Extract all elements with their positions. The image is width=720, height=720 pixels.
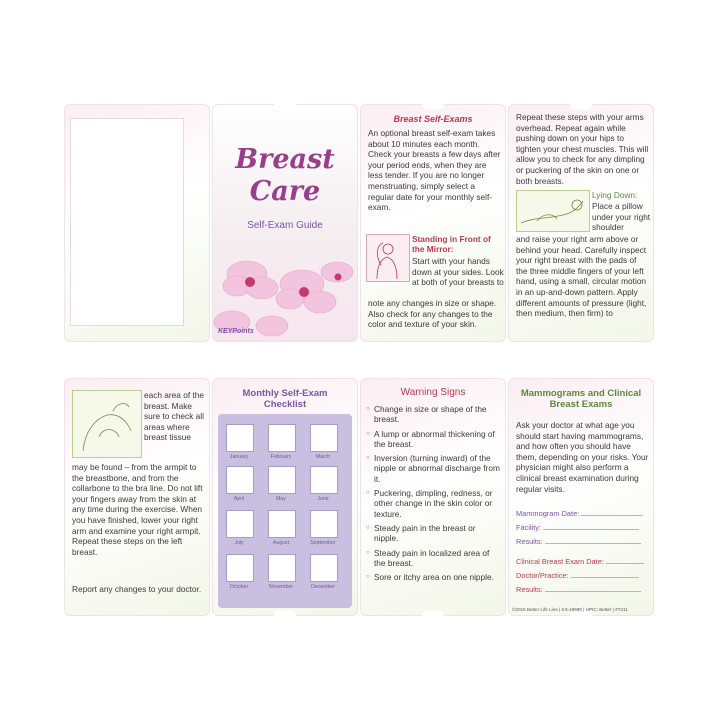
month-label: November	[269, 584, 293, 590]
field-label: Results:	[516, 585, 543, 594]
mirror-text-full: note any changes in size or shape. Also check for any changes to the color and texture of your skin.	[368, 298, 497, 330]
cover-title-care: Care	[249, 176, 321, 207]
continue-text-full: may be found – from the armpit to the breastbone, and from the collarbone to the bra line. Do not lift your fingers away from the skin at any time during the exercise. When you have finished, lower your right arm and examine your right armpit. Repeat these steps on the left breast.	[72, 462, 203, 557]
cover-panel	[212, 104, 358, 342]
mammogram-date-field[interactable]	[516, 508, 643, 518]
field-label: Results:	[516, 537, 543, 546]
facility-field[interactable]	[516, 522, 639, 532]
warning-item: ○ Inversion (turning inward) of the nipple or abnormal discharge from it.	[366, 453, 502, 484]
warning-signs-panel	[360, 378, 506, 616]
warning-list	[366, 404, 502, 586]
repeat-text: Repeat these steps with your arms overhead. Repeat again while pushing down on your hips to tighten your chest muscles. This will allow you to check for any dimpling or puckering of the skin on one or both breasts.	[516, 112, 649, 186]
lying-down-side: Place a pillow under your right shoulder	[592, 201, 651, 233]
month-label: June	[317, 496, 329, 502]
month-label: December	[311, 584, 335, 590]
continue-panel	[64, 378, 210, 616]
cover-title-breast: Breast	[235, 144, 335, 175]
lying-down-panel	[508, 104, 654, 342]
mammograms-panel	[508, 378, 654, 616]
self-exam-intro: An optional breast self-exam takes about 10 minutes each month. Check your breasts a few days after your period ends, when they are less tender. If you are no longer menstruating, simply select a regular date for your monthly self-exam.	[368, 128, 501, 213]
month-label: February	[270, 454, 292, 460]
checkbox-october[interactable]	[226, 554, 254, 582]
mirror-text-side: Start with your hands down at your sides. Look at both of your breasts to	[412, 256, 504, 288]
self-exam-heading: Breast Self-Exams	[393, 114, 473, 124]
month-label: January	[229, 454, 249, 460]
checklist-panel	[212, 378, 358, 616]
month-label: May	[276, 496, 286, 502]
warning-item: ○ Change in size or shape of the breast.	[366, 404, 502, 425]
panel-notch	[422, 610, 444, 616]
mammograms-text: Ask your doctor at what age you should start having mammograms, and how often you should have them, depending on your risks. Your physician might also perform a clinical breast examination during regular visits.	[516, 420, 649, 494]
checkbox-september[interactable]	[310, 510, 338, 538]
continue-text-side: each area of the breast. Make sure to check all areas where breast tissue	[144, 390, 204, 443]
checkbox-february[interactable]	[268, 424, 296, 452]
warning-item: ○ Steady pain in localized area of the breast.	[366, 548, 502, 569]
checkbox-july[interactable]	[226, 510, 254, 538]
results-field[interactable]	[516, 536, 641, 546]
checkbox-june[interactable]	[310, 466, 338, 494]
brochure-front-strip	[64, 104, 656, 342]
blank-card-area	[70, 118, 184, 326]
month-label: August	[272, 540, 290, 546]
field-label: Mammogram Date:	[516, 509, 580, 518]
warning-item: ○ A lump or abnormal thickening of the breast.	[366, 429, 502, 450]
clinical-results-field[interactable]	[516, 584, 641, 594]
field-label: Clinical Breast Exam Date:	[516, 557, 604, 566]
cover-logo: KEYPoints	[218, 328, 254, 335]
clinical-exam-date-field[interactable]	[516, 556, 644, 566]
month-label: September	[310, 540, 336, 546]
mammograms-heading: Mammograms and Clinical Breast Exams	[520, 388, 642, 410]
lying-down-illustration	[516, 190, 590, 232]
warning-item: ○ Steady pain in the breast or nipple.	[366, 523, 502, 544]
month-label: July	[234, 540, 244, 546]
mirror-heading: Standing in Front of the Mirror:	[412, 234, 491, 254]
checkbox-november[interactable]	[268, 554, 296, 582]
lying-down-text: and raise your right arm above or behind your head. Carefully inspect your right breast with the pads of the three middle fingers of your left hand, using a small, circular motion in an up-and-down pattern. Apply different amounts of pressure (light, then medium, then firm) to	[516, 234, 647, 319]
doctor-practice-field[interactable]	[516, 570, 639, 580]
month-label: October	[229, 584, 249, 590]
panel-notch	[274, 104, 296, 110]
checkbox-january[interactable]	[226, 424, 254, 452]
self-exam-panel	[360, 104, 506, 342]
checkbox-april[interactable]	[226, 466, 254, 494]
brochure-back-strip	[64, 378, 656, 616]
checklist-heading: Monthly Self-Exam Checklist	[242, 388, 328, 410]
field-label: Facility:	[516, 523, 542, 532]
checkbox-march[interactable]	[310, 424, 338, 452]
warning-item: ○ Puckering, dimpling, redness, or other change in the skin color or texture.	[366, 488, 502, 519]
footer-copyright: ©2016 Better Life Line | KS-49580 | UPIC: Better | #7211	[512, 607, 628, 612]
panel-notch	[274, 610, 296, 616]
month-label: April	[233, 496, 245, 502]
cover-subtitle: Self-Exam Guide	[247, 220, 323, 231]
panel-notch	[570, 104, 592, 110]
month-label: March	[315, 454, 331, 460]
checkbox-august[interactable]	[268, 510, 296, 538]
lying-down-heading: Lying Down:	[592, 190, 638, 200]
breast-exam-illustration	[72, 390, 142, 458]
warning-item: ○ Sore or itchy area on one nipple.	[366, 572, 502, 582]
mirror-illustration	[366, 234, 410, 282]
panel-notch	[422, 104, 444, 110]
checkbox-may[interactable]	[268, 466, 296, 494]
blank-panel	[64, 104, 210, 342]
checkbox-december[interactable]	[310, 554, 338, 582]
report-text: Report any changes to your doctor.	[72, 584, 202, 594]
field-label: Doctor/Practice:	[516, 571, 569, 580]
checklist-grid	[218, 414, 352, 608]
warning-heading: Warning Signs	[400, 387, 466, 398]
